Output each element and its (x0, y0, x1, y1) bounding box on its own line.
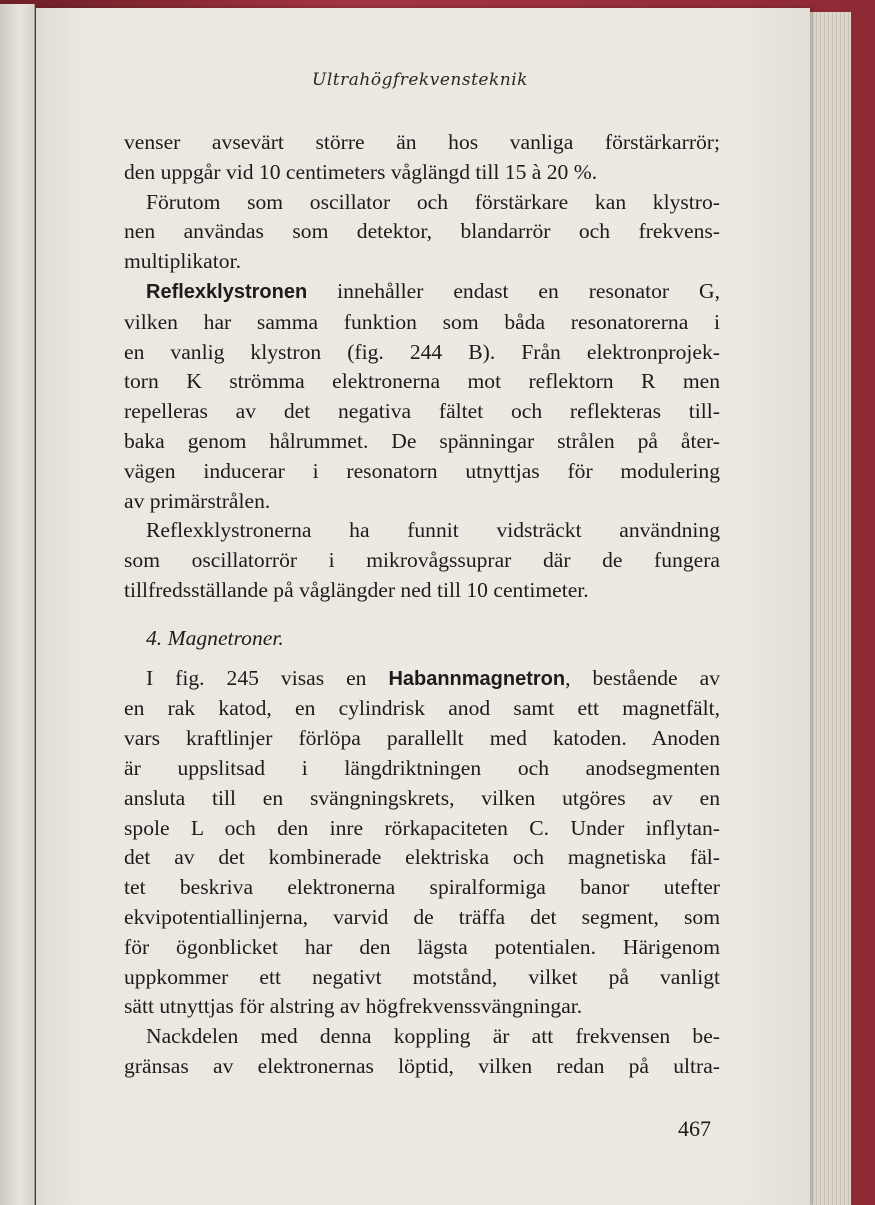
previous-page-edge (0, 4, 35, 1205)
text-line: för ögonblicket har den lägsta potentialen. Härigenom (124, 934, 720, 959)
text-line: sätt utnyttjas för alstring av högfrekvenssvängningar. (124, 994, 583, 1019)
text-line: vilken har samma funktion som båda resonatorerna i (124, 309, 720, 334)
text-line: I fig. 245 visas en Habannmagnetron, bestående av (146, 665, 720, 690)
text-line: nen användas som detektor, blandarrör och frekvens- (124, 219, 720, 244)
text-line: uppkommer ett negativt motstånd, vilket på vanligt (124, 964, 720, 989)
text-line: tillfredsställande på våglängder ned till 10 centimeter. (124, 577, 589, 602)
text-line: vägen inducerar i resonatorn utnyttjas för modulering (124, 458, 720, 483)
text-line: baka genom hålrummet. De spänningar strålen på åter- (124, 428, 720, 453)
text-line: ekvipotentiallinjerna, varvid de träffa det segment, som (124, 904, 720, 929)
term-habannmagnetron: Habannmagnetron (388, 667, 566, 690)
text-line: vars kraftlinjer förlöpa parallellt med katoden. Anoden (124, 726, 720, 751)
page-number: 467 (678, 1116, 711, 1141)
text-line: repelleras av det negativa fältet och reflekteras till- (124, 399, 720, 424)
text-line: ansluta till en svängningskrets, vilken utgöres av en (124, 785, 720, 810)
text-line: spole L och den inre rörkapaciteten C. Under inflytan- (124, 815, 720, 840)
text-line: den uppgår vid 10 centimeters våglängd till 15 à 20 %. (124, 159, 598, 184)
text-line: en rak katod, en cylindrisk anod samt ett magnetfält, (124, 696, 720, 721)
text-line: av primärstrålen. (124, 488, 271, 513)
text-line: en vanlig klystron (fig. 244 B). Från elektronprojek- (124, 339, 720, 364)
text-line: multiplikator. (124, 249, 241, 274)
text-line: venser avsevärt större än hos vanliga förstärkarrör; (124, 130, 720, 154)
body-text (124, 128, 720, 1082)
text-line: det av det kombinerade elektriska och magnetiska fäl- (124, 845, 720, 870)
term-reflexklystronen: Reflexklystronen (146, 280, 308, 303)
running-head: Ultrahögfrekvensteknik (312, 70, 528, 90)
text-line: Nackdelen med denna koppling är att frekvensen be- (146, 1024, 720, 1049)
text-line: Reflexklystronen innehåller endast en resonator G, (146, 278, 720, 303)
section-heading: 4. Magnetroner. (146, 625, 284, 650)
text-line: tet beskriva elektronerna spiralformiga banor utefter (124, 875, 720, 900)
text-line: Reflexklystronerna ha funnit vidsträckt användning (146, 518, 720, 543)
text-line: Förutom som oscillator och förstärkare kan klystro- (146, 189, 720, 214)
text-line: gränsas av elektronernas löptid, vilken redan på ultra- (124, 1053, 720, 1078)
text-line: som oscillatorrör i mikrovågssuprar där de fungera (124, 548, 720, 573)
text-line: är uppslitsad i längdriktningen och anodsegmenten (124, 755, 720, 780)
text-line: torn K strömma elektronerna mot reflektorn R men (124, 369, 720, 394)
